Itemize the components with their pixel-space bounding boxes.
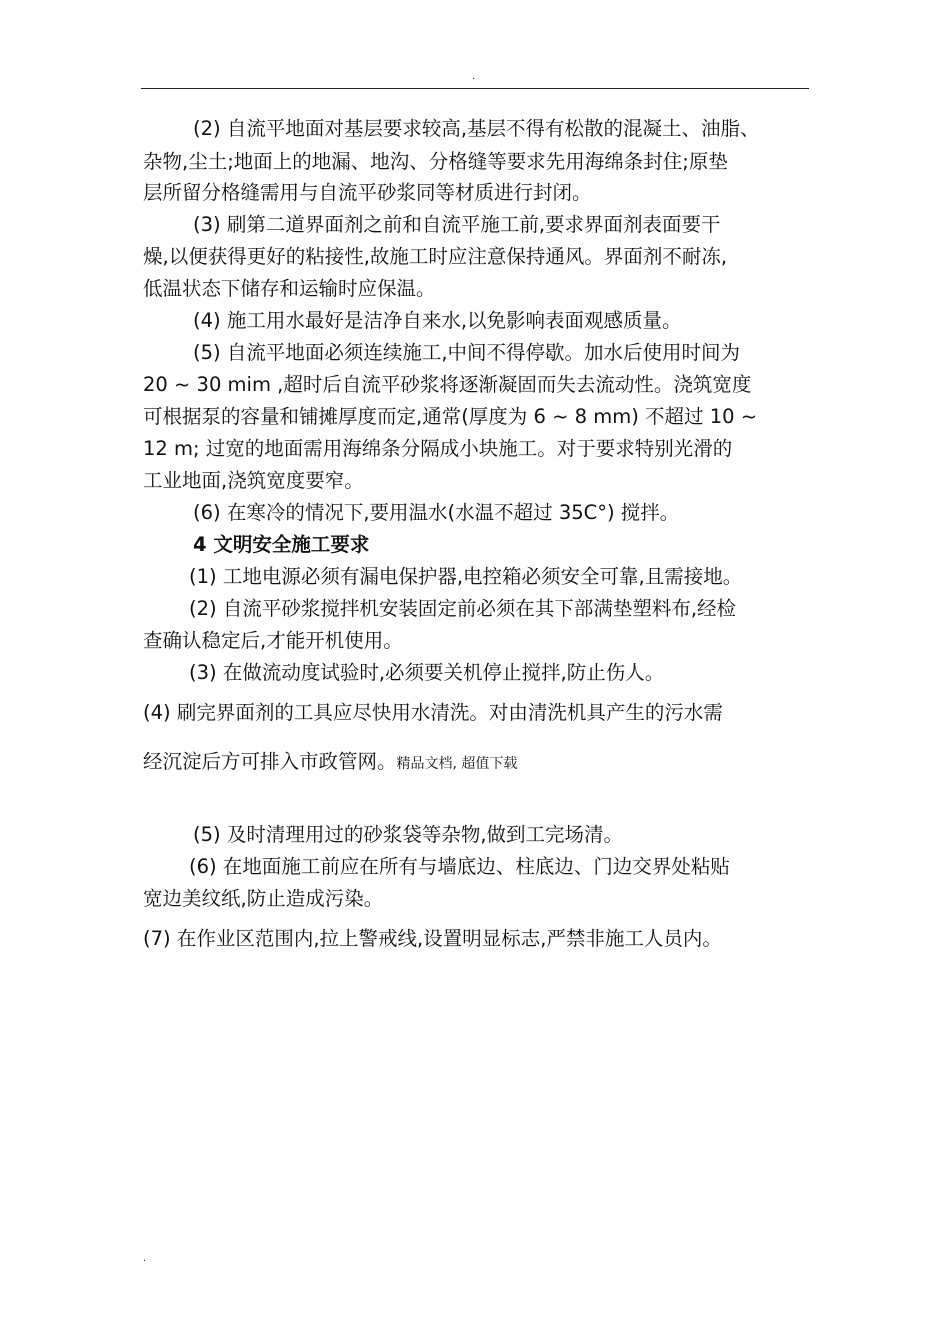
- text-line: (2) 自流平砂浆搅拌机安装固定前必须在其下部满垫塑料布,经检: [189, 597, 737, 620]
- text-line: (1) 工地电源必须有漏电保护器,电控箱必须安全可靠,且需接地。: [189, 565, 743, 588]
- text-line: 20 ~ 30 mim ,超时后自流平砂浆将逐渐凝固而失去流动性。浇筑宽度: [143, 373, 752, 396]
- text-line: (3) 刷第二道界面剂之前和自流平施工前,要求界面剂表面要干: [193, 213, 721, 236]
- text-line-with-note: [143, 749, 517, 777]
- header-mark: .: [472, 71, 476, 82]
- text-line: 工业地面,浇筑宽度要窄。: [143, 469, 364, 492]
- text-line: 燥,以便获得更好的粘接性,故施工时应注意保持通风。界面剂不耐冻,: [143, 245, 728, 268]
- text-line: (7) 在作业区范围内,拉上警戒线,设置明显标志,严禁非施工人员内。: [143, 927, 722, 950]
- text-line: (5) 及时清理用过的砂浆袋等杂物,做到工完场清。: [193, 823, 624, 846]
- text-line: (6) 在地面施工前应在所有与墙底边、柱底边、门边交界处粘贴: [189, 855, 730, 878]
- text-segment: 经沉淀后方可排入市政管网。: [143, 750, 397, 773]
- header-rule: [141, 88, 809, 89]
- watermark-note: 精品文档, 超值下载: [396, 756, 518, 772]
- text-line: 12 m; 过宽的地面需用海绵条分隔成小块施工。对于要求特别光滑的: [143, 437, 733, 460]
- text-line: 低温状态下储存和运输时应保温。: [143, 277, 436, 300]
- footer-mark: .: [143, 1253, 147, 1264]
- text-line: (4) 刷完界面剂的工具应尽快用水清洗。对由清洗机具产生的污水需: [143, 701, 723, 724]
- text-line: (5) 自流平地面必须连续施工,中间不得停歇。加水后使用时间为: [193, 341, 741, 364]
- text-line: 宽边美纹纸,防止造成污染。: [143, 887, 384, 910]
- text-line: 层所留分格缝需用与自流平砂浆同等材质进行封闭。: [143, 181, 592, 204]
- text-line: 可根据泵的容量和铺摊厚度而定,通常(厚度为 6 ~ 8 mm) 不超过 10 ~: [143, 405, 758, 428]
- section-heading: 4 文明安全施工要求: [193, 533, 370, 556]
- text-line: (4) 施工用水最好是洁净自来水,以免影响表面观感质量。: [193, 309, 682, 332]
- text-line: 查确认稳定后,才能开机使用。: [143, 629, 403, 652]
- text-line: (2) 自流平地面对基层要求较高,基层不得有松散的混凝土、油脂、: [193, 117, 760, 140]
- text-line: (6) 在寒冷的情况下,要用温水(水温不超过 35C°) 搅拌。: [193, 501, 680, 524]
- text-line: 杂物,尘土;地面上的地漏、地沟、分格缝等要求先用海绵条封住;原垫: [143, 150, 728, 173]
- text-line: (3) 在做流动度试验时,必须要关机停止搅拌,防止伤人。: [189, 661, 665, 684]
